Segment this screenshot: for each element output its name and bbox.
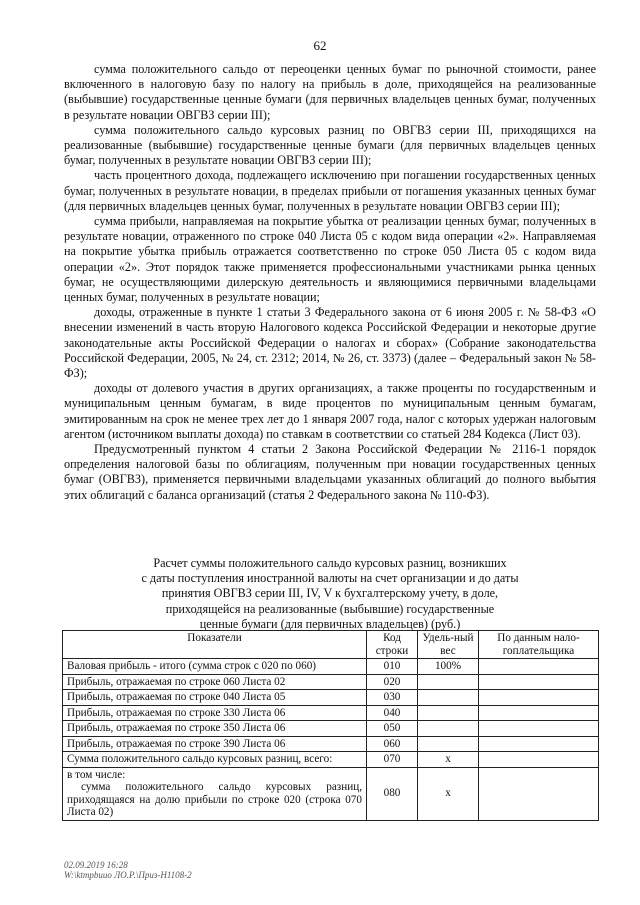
table-row	[63, 705, 599, 721]
row-label: Прибыль, отражаемая по строке 040 Листа 05	[63, 690, 367, 706]
row-share: х	[418, 752, 479, 768]
row-code: 070	[367, 752, 418, 768]
row-label: Прибыль, отражаемая по строке 060 Листа 02	[63, 674, 367, 690]
paragraph: сумма прибыли, направляемая на покрытие убытка от реализации ценных бумаг, полученных в результате новации, отраженного по строке 040 Листа 05 с кодом вида операции «2». Направляемая на покрытие убытка прибыль отражается соответственно по строке 050 Листа 05 с кодом вида операции «2». Этот порядок также применяется профессиональными участниками рынка ценных бумаг, не осуществляющими дилерскую деятельность и являющимися первичными владельцами ценных бумаг, полученных в результате новации;	[64, 214, 596, 305]
row-value	[479, 736, 599, 752]
row-label-text: сумма положительного сальдо курсовых разниц, приходящаяся на долю прибыли по строке 020 (строка 070 Листа 02)	[67, 781, 362, 818]
row-share	[418, 674, 479, 690]
row-value	[479, 690, 599, 706]
row-value	[479, 752, 599, 768]
table-title-line: ценные бумаги (для первичных владельцев) (руб.)	[199, 616, 461, 631]
row-code: 060	[367, 736, 418, 752]
row-code: 030	[367, 690, 418, 706]
header-code: Код строки	[367, 631, 418, 659]
row-code: 080	[367, 767, 418, 820]
table-title-line: с даты поступления иностранной валюты на счет организации и до даты	[141, 571, 519, 586]
table-row	[63, 736, 599, 752]
page-number: 62	[313, 38, 327, 53]
header-share: Удель-ный вес	[418, 631, 479, 659]
row-code: 020	[367, 674, 418, 690]
paragraph: доходы, отраженные в пункте 1 статьи 3 Федерального закона от 6 июня 2005 г. № 58-ФЗ «О внесении изменений в часть вторую Налогового кодекса Российской Федерации и некоторые другие законодательные акты Российской Федерации о налогах и сборах» (Собрание законодательства Российской Федерации, 2005, № 24, ст. 2312; 2014, № 26, ст. 3373) (далее – Федеральный закон № 58-ФЗ);	[64, 305, 596, 381]
table-row	[63, 674, 599, 690]
row-share	[418, 705, 479, 721]
paragraph: сумма положительного сальдо курсовых разниц по ОВГВЗ серии III, приходящихся на реализованные (выбывшие) государственные ценные бумаги (для первичных владельцев ценных бумаг, полученных в результате новации ОВГВЗ серии III);	[64, 122, 596, 168]
footer-stamp	[64, 860, 192, 880]
paragraph: сумма положительного сальдо от переоценки ценных бумаг по рыночной стоимости, ранее включенного в налоговую базу по налогу на прибыль в доле, приходящейся на реализованные (выбывшие) государственные ценные бумаги (для первичных владельцев ценных бумаг, полученных в результате новации ОВГВЗ серии III);	[64, 62, 596, 122]
document-body	[64, 62, 596, 503]
row-label: Прибыль, отражаемая по строке 350 Листа 06	[63, 721, 367, 737]
row-share	[418, 721, 479, 737]
row-label: Прибыль, отражаемая по строке 330 Листа 06	[63, 705, 367, 721]
header-taxpayer: По данным нало-гоплательщика	[479, 631, 599, 659]
row-share	[418, 736, 479, 752]
paragraph: доходы от долевого участия в других организациях, а также проценты по государственным и муниципальным ценным бумагам, в виде процентов по муниципальным ценным бумагам, эмитированным на срок не менее трех лет до 1 января 2007 года, налог с которых удержан налоговым агентом (источником выплаты дохода) по ставкам в соответствии со статьей 284 Кодекса (Лист 03).	[64, 381, 596, 441]
row-value	[479, 705, 599, 721]
row-code: 040	[367, 705, 418, 721]
table-row	[63, 752, 599, 768]
footer-path: W:\ktmpbuuo ЛО.Р.\Приз-Н1108-2	[64, 870, 192, 880]
table-header-row	[63, 631, 599, 659]
row-code: 010	[367, 659, 418, 675]
row-value	[479, 659, 599, 675]
row-share	[418, 690, 479, 706]
calculation-table	[62, 630, 599, 821]
row-label: Сумма положительного сальдо курсовых разниц, всего:	[63, 752, 367, 768]
footer-date: 02.09.2019 16:28	[64, 860, 128, 870]
paragraph: Предусмотренный пунктом 4 статьи 2 Закона Российской Федерации № 2116-1 порядок определения налоговой базы по облигациям, полученным при новации государственных ценных бумаг (ОВГВЗ), применяется первичными владельцами указанных облигаций до полного выбытия этих облигаций с баланса организаций (статья 2 Федерального закона № 110-ФЗ).	[64, 442, 596, 502]
row-share: х	[418, 767, 479, 820]
table-title-line: Расчет суммы положительного сальдо курсовых разниц, возникших	[153, 556, 507, 570]
row-label: Валовая прибыль - итого (сумма строк с 020 по 060)	[63, 659, 367, 675]
row-value	[479, 767, 599, 820]
table-row	[63, 767, 599, 820]
row-code: 050	[367, 721, 418, 737]
table-title	[64, 556, 596, 632]
row-label	[63, 767, 367, 820]
table-row	[63, 721, 599, 737]
table-row	[63, 690, 599, 706]
table-title-line: приходящейся на реализованные (выбывшие) государственные	[165, 601, 495, 616]
row-label: Прибыль, отражаемая по строке 390 Листа 06	[63, 736, 367, 752]
row-prefix: в том числе:	[67, 768, 126, 781]
row-value	[479, 674, 599, 690]
table-title-line: принятия ОВГВЗ серии III, IV, V к бухгалтерскому учету, в доле,	[161, 586, 499, 601]
row-share: 100%	[418, 659, 479, 675]
row-value	[479, 721, 599, 737]
table-row	[63, 659, 599, 675]
header-indicators: Показатели	[63, 631, 367, 659]
paragraph: часть процентного дохода, подлежащего исключению при погашении государственных ценных бумаг, полученных в результате новации, в пределах прибыли от погашения указанных ценных бумаг (для первичных владельцев ценных бумаг, полученных в результате новации ОВГВЗ серии III);	[64, 168, 596, 213]
